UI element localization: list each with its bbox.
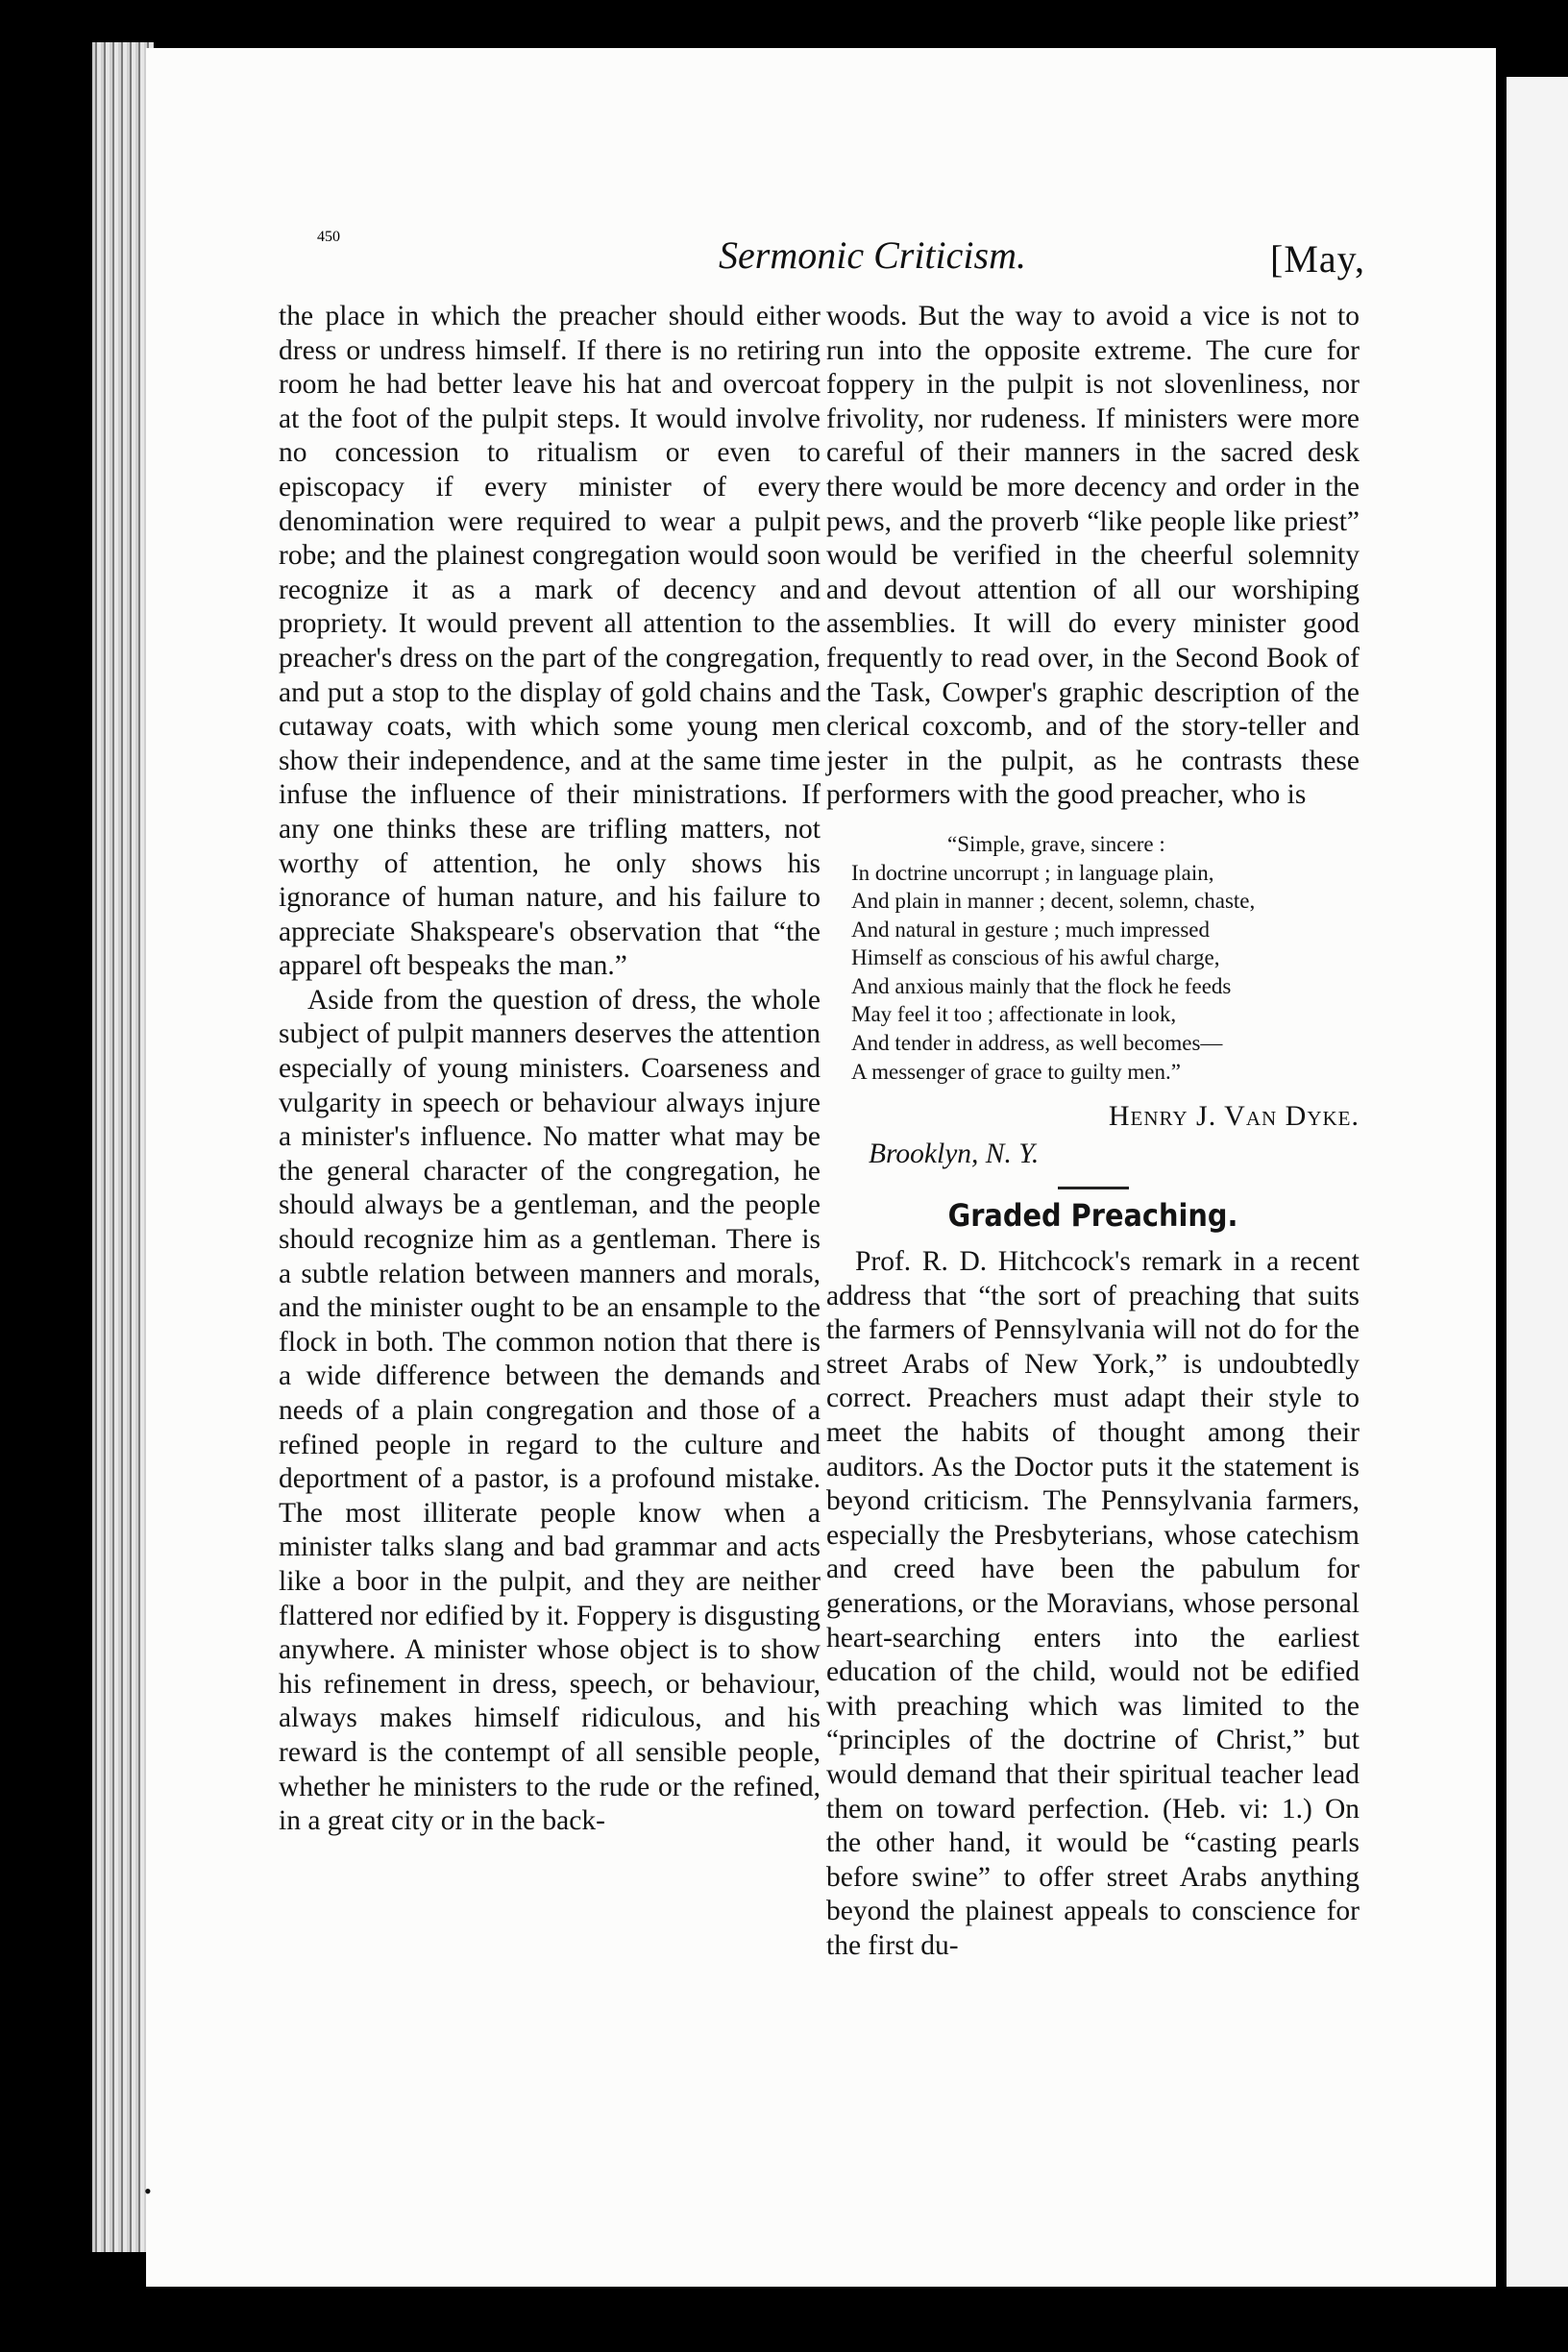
poem-line: And plain in manner ; decent, solemn, chaste, bbox=[851, 889, 1256, 914]
facing-page-edge bbox=[1507, 77, 1568, 2287]
paragraph-foppery: woods. But the way to avoid a vice is not to run into the opposite extreme. The cure for foppery in the pulpit is not slovenliness, nor frivolity, nor rudeness. If ministers were more careful of their manners in the sacred desk there would be more decency and order in the pews, and the proverb “like people like priest” would be verified in the cheerful solemnity and devout attention of all our worshiping assemblies. It will do every minister good frequently to read over, in the Second Book of the Task, Cowper's graphic description of the clerical coxcomb, and of the story-teller and jester in the pulpit, as he contrasts these performers with the good preacher, who is bbox=[826, 301, 1360, 811]
margin-mark: • bbox=[144, 2179, 152, 2203]
book-page-edge bbox=[92, 42, 154, 2252]
paragraph-pulpit-manners: Aside from the question of dress, the whole subject of pulpit manners deserves the attention especially of young ministers. Coarseness and vulgarity in speech or behaviour always injure a minister's influence. No matter what may be the general character of the congregation, he should always be a gentleman, and the people should recognize him as a gentleman. There is a subtle relation between manners and morals, and the minister ought to be an ensample to the flock in both. The common notion that there is a wide difference between the demands and needs of a plain congregation and those of a refined people in regard to the culture and deportment of a pastor, is a profound mistake. The most illiterate people know when a minister talks slang and bad grammar and acts like a boor in the pulpit, and they are neither flattered nor edified by it. Foppery is disgusting anywhere. A minister whose object is to show his refinement in dress, speech, or behaviour, always makes himself ridiculous, and his reward is the contempt of all sensible people, whether he ministers to the rude or the refined, in a great city or in the back- bbox=[279, 984, 821, 1837]
running-date: [May, bbox=[1270, 237, 1366, 281]
paragraph-dress: the place in which the preacher should either dress or undress himself. If there is no retiring room he had better leave his hat and overcoat at the foot of the pulpit steps. It would involve no concession to ritualism or even to episcopacy if every minister of every denomination were required to wear a pulpit robe; and the plainest congregation would soon recognize it as a mark of decency and propriety. It would prevent all attention to the preacher's dress on the part of the congregation, and put a stop to the display of gold chains and cutaway coats, with which some young men show their independence, and at the same time infuse the influence of their ministrations. If any one thinks these are trifling matters, not worthy of attention, he only shows his ignorance of human nature, and his failure to appreciate Shakspeare's observation that “the apparel oft bespeaks the man.” bbox=[279, 301, 821, 982]
author-signature: Henry J. Van Dyke. bbox=[1108, 1100, 1360, 1133]
poem-line: And anxious mainly that the flock he feeds bbox=[851, 973, 1232, 998]
right-column bbox=[826, 300, 1360, 1964]
page-gutter bbox=[1499, 67, 1507, 2306]
poem-line: Himself as conscious of his awful charge, bbox=[851, 945, 1220, 970]
poem-line: “Simple, grave, sincere : bbox=[947, 831, 1165, 856]
poem-line: And tender in address, as well becomes— bbox=[851, 1031, 1223, 1056]
author-place: Brooklyn, N. Y. bbox=[869, 1138, 1040, 1169]
left-column bbox=[279, 300, 821, 1839]
poem-line: A messenger of grace to guilty men.” bbox=[851, 1059, 1181, 1084]
section-title: Graded Preaching. bbox=[947, 1197, 1238, 1235]
poem-quotation bbox=[851, 830, 1360, 1086]
running-title: Sermonic Criticism. bbox=[719, 233, 1026, 277]
poem-line: And natural in gesture ; much impressed bbox=[851, 917, 1211, 942]
section-divider bbox=[1058, 1187, 1129, 1189]
paragraph-graded-preaching: Prof. R. D. Hitchcock's remark in a recent address that “the sort of preaching that suits the farmers of Pennsylvania will not do for the street Arabs of New York,” is undoubtedly correct. Preachers must adapt their style to meet the habits of thought among their auditors. As the Doctor puts it the statement is beyond criticism. The Pennsylvania farmers, especially the Presbyterians, whose catechism and creed have been the pabulum for generations, or the Moravians, whose personal heart-searching enters into the earliest education of the child, would not be edified with preaching which was limited to the “principles of the doctrine of Christ,” but would demand that their spiritual teacher lead them on toward perfection. (Heb. vi: 1.) On the other hand, it would be “casting pearls before swine” to offer street Arabs anything beyond the plainest appeals to conscience for the first du- bbox=[826, 1246, 1360, 1961]
page-number: 450 bbox=[317, 229, 340, 245]
poem-line: May feel it too ; affectionate in look, bbox=[851, 1002, 1177, 1027]
poem-line: In doctrine uncorrupt ; in language plain, bbox=[851, 860, 1214, 885]
